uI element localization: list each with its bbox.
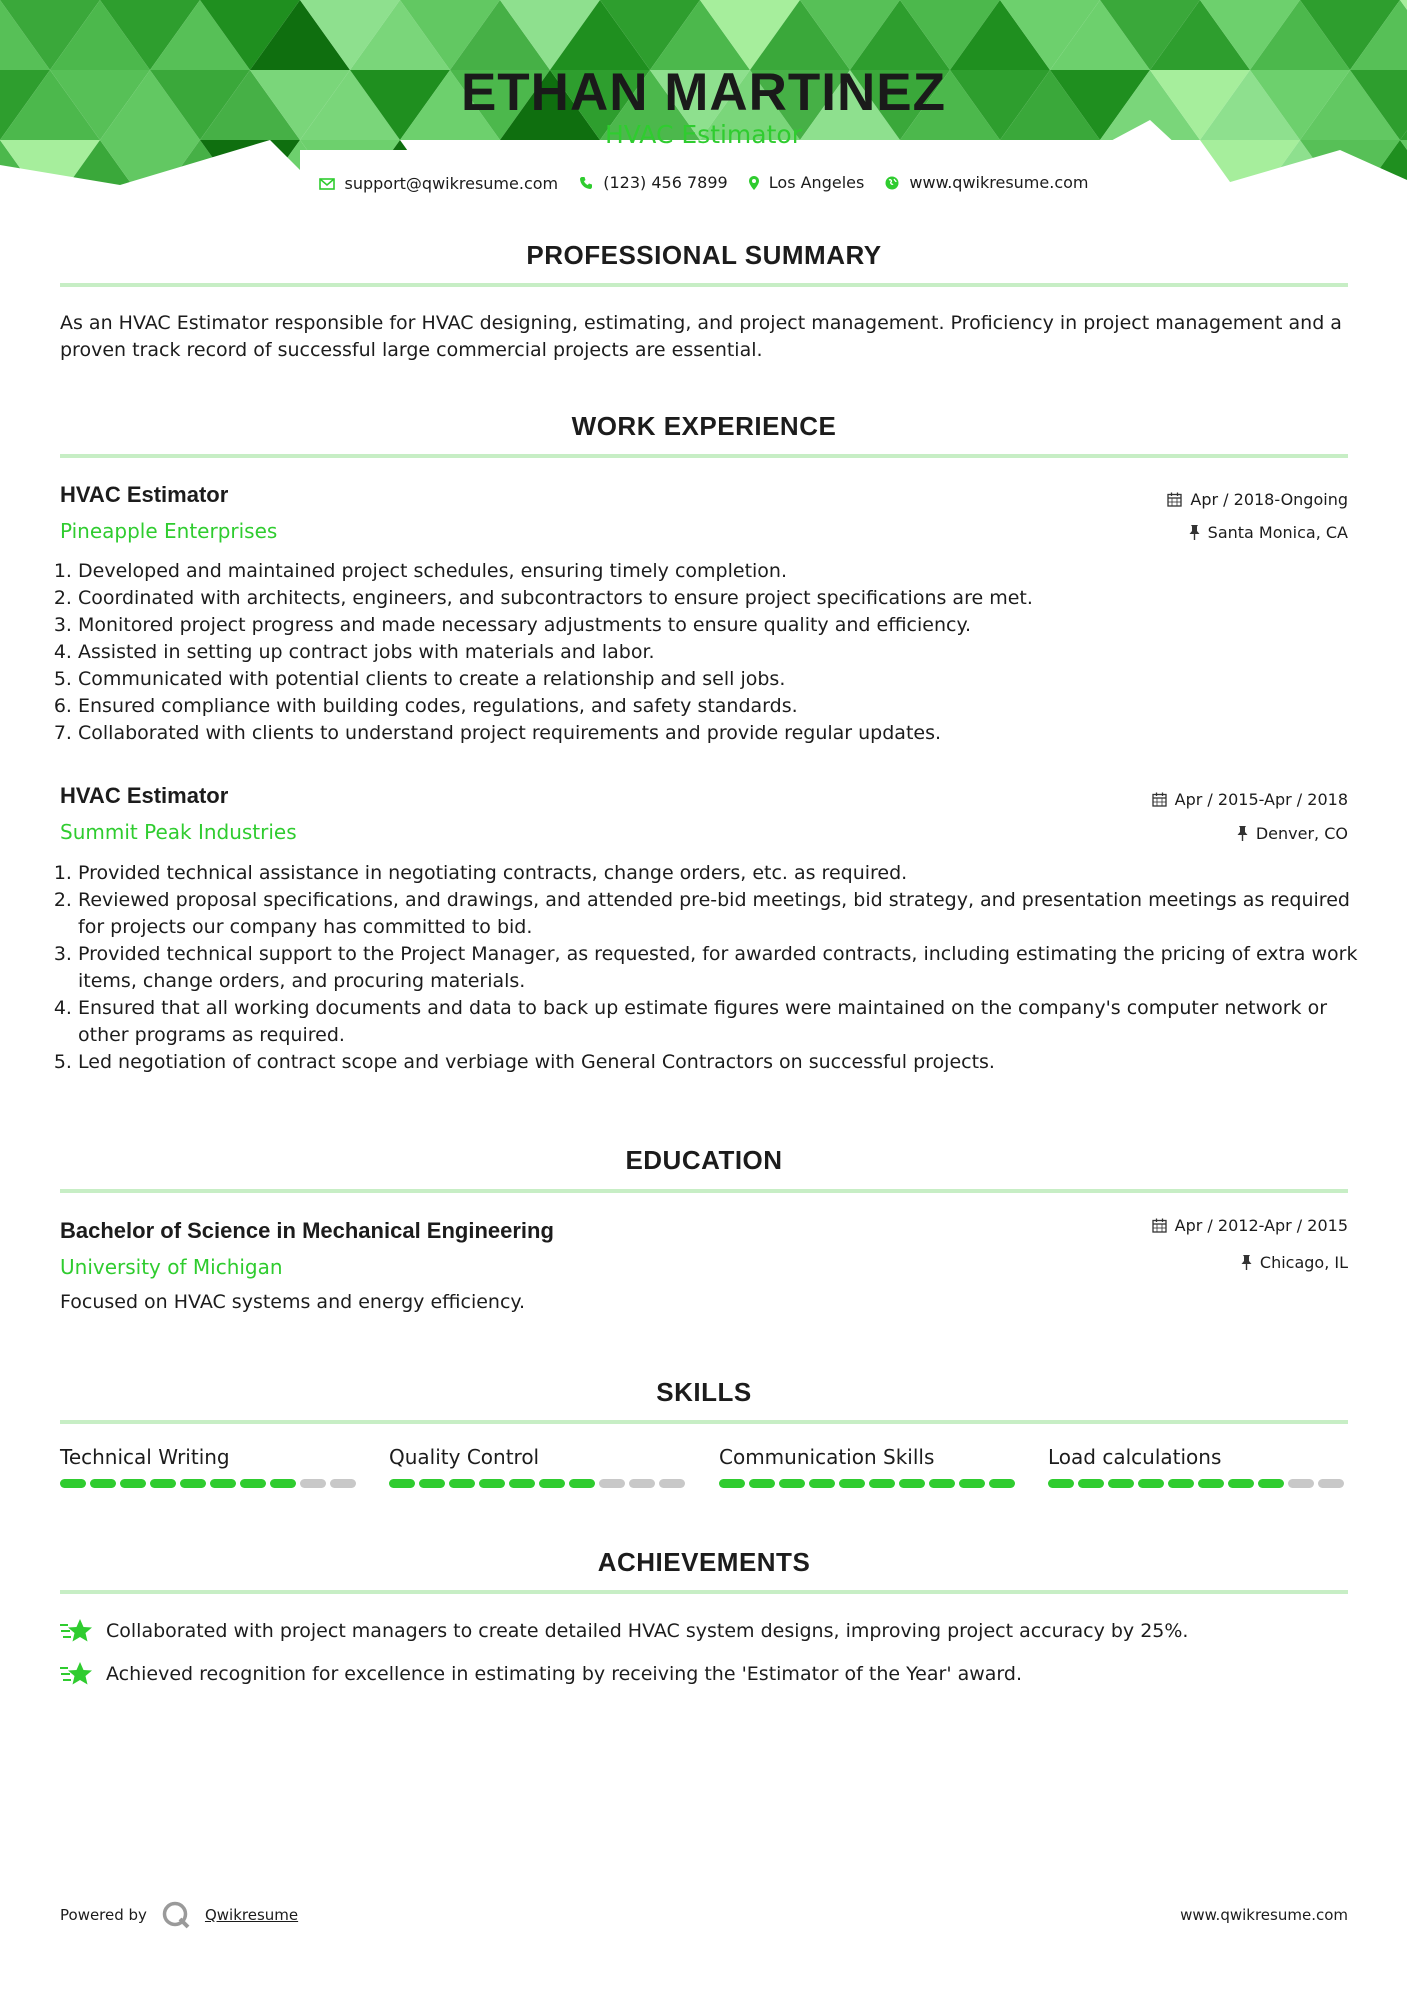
skill-level-segment <box>539 1479 565 1488</box>
powered-by-label: Powered by <box>60 1906 147 1924</box>
skill-name: Quality Control <box>389 1445 540 1469</box>
section-heading-experience: WORK EXPERIENCE <box>571 411 837 441</box>
skill-name: Load calculations <box>1048 1445 1222 1469</box>
contact-location-text: Los Angeles <box>768 173 865 192</box>
shooting-star-icon <box>60 1660 94 1688</box>
skill-level-segment <box>749 1479 775 1488</box>
skill-level-segment <box>389 1479 415 1488</box>
skill-level-segment <box>1258 1479 1284 1488</box>
job-dates-text: Apr / 2015-Apr / 2018 <box>1174 790 1348 809</box>
globe-icon <box>885 176 899 190</box>
skill-level-bar <box>719 1479 1019 1488</box>
skill-level-segment <box>899 1479 925 1488</box>
education-dates-text: Apr / 2012-Apr / 2015 <box>1174 1216 1348 1235</box>
contact-email[interactable] <box>319 174 559 193</box>
list-item: 1. Developed and maintained project schedules, ensuring timely completion. <box>78 558 1368 585</box>
job-title: HVAC Estimator <box>60 783 229 808</box>
skill-level-bar <box>389 1479 689 1488</box>
skill-level-segment <box>300 1479 326 1488</box>
skill-level-segment <box>719 1479 745 1488</box>
skill-level-segment <box>330 1479 356 1488</box>
shooting-star-icon <box>60 1617 94 1645</box>
contact-phone-text: (123) 456 7899 <box>603 173 728 192</box>
skill-level-segment <box>1198 1479 1224 1488</box>
achievement-text: Collaborated with project managers to create detailed HVAC system designs, improving project accuracy by 25%. <box>106 1620 1189 1642</box>
list-item: 3. Monitored project progress and made necessary adjustments to ensure quality and efficiency. <box>78 612 1368 639</box>
skill-level-segment <box>1138 1479 1164 1488</box>
list-item: 7. Collaborated with clients to understand project requirements and provide regular updates. <box>78 720 1368 747</box>
skill-item <box>719 1445 1019 1488</box>
footer-website[interactable]: www.qwikresume.com <box>1180 1906 1348 1924</box>
map-pin-icon <box>749 176 759 190</box>
summary-text: As an HVAC Estimator responsible for HVAC designing, estimating, and project management. Proficiency in project management and a proven track record of successful large commercial projects are essential. <box>60 312 1342 361</box>
pushpin-icon <box>1189 525 1200 540</box>
skill-item <box>1048 1445 1348 1488</box>
skill-level-segment <box>809 1479 835 1488</box>
achievement-text: Achieved recognition for excellence in estimating by receiving the 'Estimator of the Year' award. <box>106 1663 1022 1685</box>
calendar-icon <box>1152 1218 1167 1233</box>
envelope-icon <box>319 178 335 190</box>
skill-level-segment <box>659 1479 685 1488</box>
skill-level-segment <box>929 1479 955 1488</box>
job-location <box>1237 824 1348 843</box>
list-item: 4. Assisted in setting up contract jobs with materials and labor. <box>78 639 1368 666</box>
job-location <box>1189 523 1348 542</box>
skill-name: Communication Skills <box>719 1445 935 1469</box>
skill-level-segment <box>1108 1479 1134 1488</box>
candidate-title: HVAC Estimator <box>605 120 802 149</box>
skill-level-segment <box>569 1479 595 1488</box>
skill-level-segment <box>210 1479 236 1488</box>
skill-item <box>389 1445 689 1488</box>
list-item: 2. Reviewed proposal specifications, and drawings, and attended pre-bid meetings, bid strategy, and presentation meetings as required for projects our company has committed to bid. <box>78 887 1368 941</box>
skill-level-bar <box>1048 1479 1348 1488</box>
section-divider <box>60 1420 1348 1424</box>
skill-name: Technical Writing <box>60 1445 230 1469</box>
skill-level-segment <box>779 1479 805 1488</box>
job-dates <box>1152 790 1348 809</box>
list-item: 5. Led negotiation of contract scope and verbiage with General Contractors on successful projects. <box>78 1049 1368 1076</box>
section-divider <box>60 283 1348 287</box>
section-divider <box>60 454 1348 458</box>
footer-powered-by <box>60 1900 298 1930</box>
job-title: HVAC Estimator <box>60 482 229 507</box>
section-divider <box>60 1590 1348 1594</box>
qwikresume-logo-icon <box>161 1900 191 1930</box>
skill-level-segment <box>449 1479 475 1488</box>
education-degree: Bachelor of Science in Mechanical Engineering <box>60 1218 554 1243</box>
calendar-icon <box>1152 792 1167 807</box>
calendar-icon <box>1167 492 1182 507</box>
skill-level-segment <box>60 1479 86 1488</box>
job-dates <box>1167 490 1348 509</box>
skill-item <box>60 1445 360 1488</box>
contact-location <box>749 173 865 192</box>
qwikresume-link[interactable]: Qwikresume <box>204 1906 299 1924</box>
section-heading-summary: PROFESSIONAL SUMMARY <box>526 240 882 270</box>
job-bullets <box>60 860 1368 1076</box>
skill-level-segment <box>839 1479 865 1488</box>
list-item: 6. Ensured compliance with building codes, regulations, and safety standards. <box>78 693 1368 720</box>
skill-level-segment <box>1318 1479 1344 1488</box>
list-item: 2. Coordinated with architects, engineers, and subcontractors to ensure project specifications are met. <box>78 585 1368 612</box>
job-company: Summit Peak Industries <box>60 820 297 844</box>
skill-level-segment <box>959 1479 985 1488</box>
job-location-text: Santa Monica, CA <box>1207 523 1348 542</box>
contact-phone[interactable] <box>579 173 727 192</box>
section-heading-education: EDUCATION <box>625 1145 783 1175</box>
skill-level-segment <box>1168 1479 1194 1488</box>
skill-level-segment <box>989 1479 1015 1488</box>
skill-level-segment <box>150 1479 176 1488</box>
skill-level-segment <box>419 1479 445 1488</box>
job-bullets <box>60 558 1368 747</box>
skill-level-segment <box>1288 1479 1314 1488</box>
education-dates <box>1152 1216 1348 1235</box>
contact-website[interactable] <box>885 173 1088 192</box>
job-dates-text: Apr / 2018-Ongoing <box>1190 490 1348 509</box>
contact-email-text: support@qwikresume.com <box>344 174 559 193</box>
skill-level-segment <box>1048 1479 1074 1488</box>
skill-level-segment <box>599 1479 625 1488</box>
skill-level-segment <box>509 1479 535 1488</box>
skill-level-segment <box>479 1479 505 1488</box>
candidate-name: ETHAN MARTINEZ <box>460 63 947 122</box>
list-item: 1. Provided technical assistance in negotiating contracts, change orders, etc. as required. <box>78 860 1368 887</box>
pushpin-icon <box>1237 826 1248 841</box>
skill-level-segment <box>1228 1479 1254 1488</box>
list-item: 3. Provided technical support to the Project Manager, as requested, for awarded contracts, including estimating the pricing of extra work items, change orders, and procuring materials. <box>78 941 1368 995</box>
skill-level-segment <box>180 1479 206 1488</box>
section-heading-achievements: ACHIEVEMENTS <box>597 1547 811 1577</box>
skill-level-segment <box>869 1479 895 1488</box>
skill-level-segment <box>629 1479 655 1488</box>
section-heading-skills: SKILLS <box>656 1377 752 1407</box>
education-school: University of Michigan <box>60 1255 283 1279</box>
job-company: Pineapple Enterprises <box>60 519 278 543</box>
skill-level-segment <box>120 1479 146 1488</box>
education-location-text: Chicago, IL <box>1259 1253 1348 1272</box>
skill-level-segment <box>1078 1479 1104 1488</box>
contact-bar <box>0 173 1407 194</box>
phone-icon <box>579 176 593 190</box>
education-description: Focused on HVAC systems and energy efficiency. <box>60 1291 525 1313</box>
skill-level-bar <box>60 1479 360 1488</box>
skill-level-segment <box>270 1479 296 1488</box>
pushpin-icon <box>1241 1255 1252 1270</box>
list-item: 4. Ensured that all working documents and data to back up estimate figures were maintained on the company's computer network or other programs as required. <box>78 995 1368 1049</box>
section-divider <box>60 1189 1348 1193</box>
skill-level-segment <box>240 1479 266 1488</box>
job-location-text: Denver, CO <box>1255 824 1348 843</box>
skill-level-segment <box>90 1479 116 1488</box>
education-location <box>1241 1253 1348 1272</box>
achievement-item <box>60 1617 1350 1645</box>
contact-website-text: www.qwikresume.com <box>909 173 1089 192</box>
achievement-item <box>60 1660 1350 1688</box>
list-item: 5. Communicated with potential clients to create a relationship and sell jobs. <box>78 666 1368 693</box>
